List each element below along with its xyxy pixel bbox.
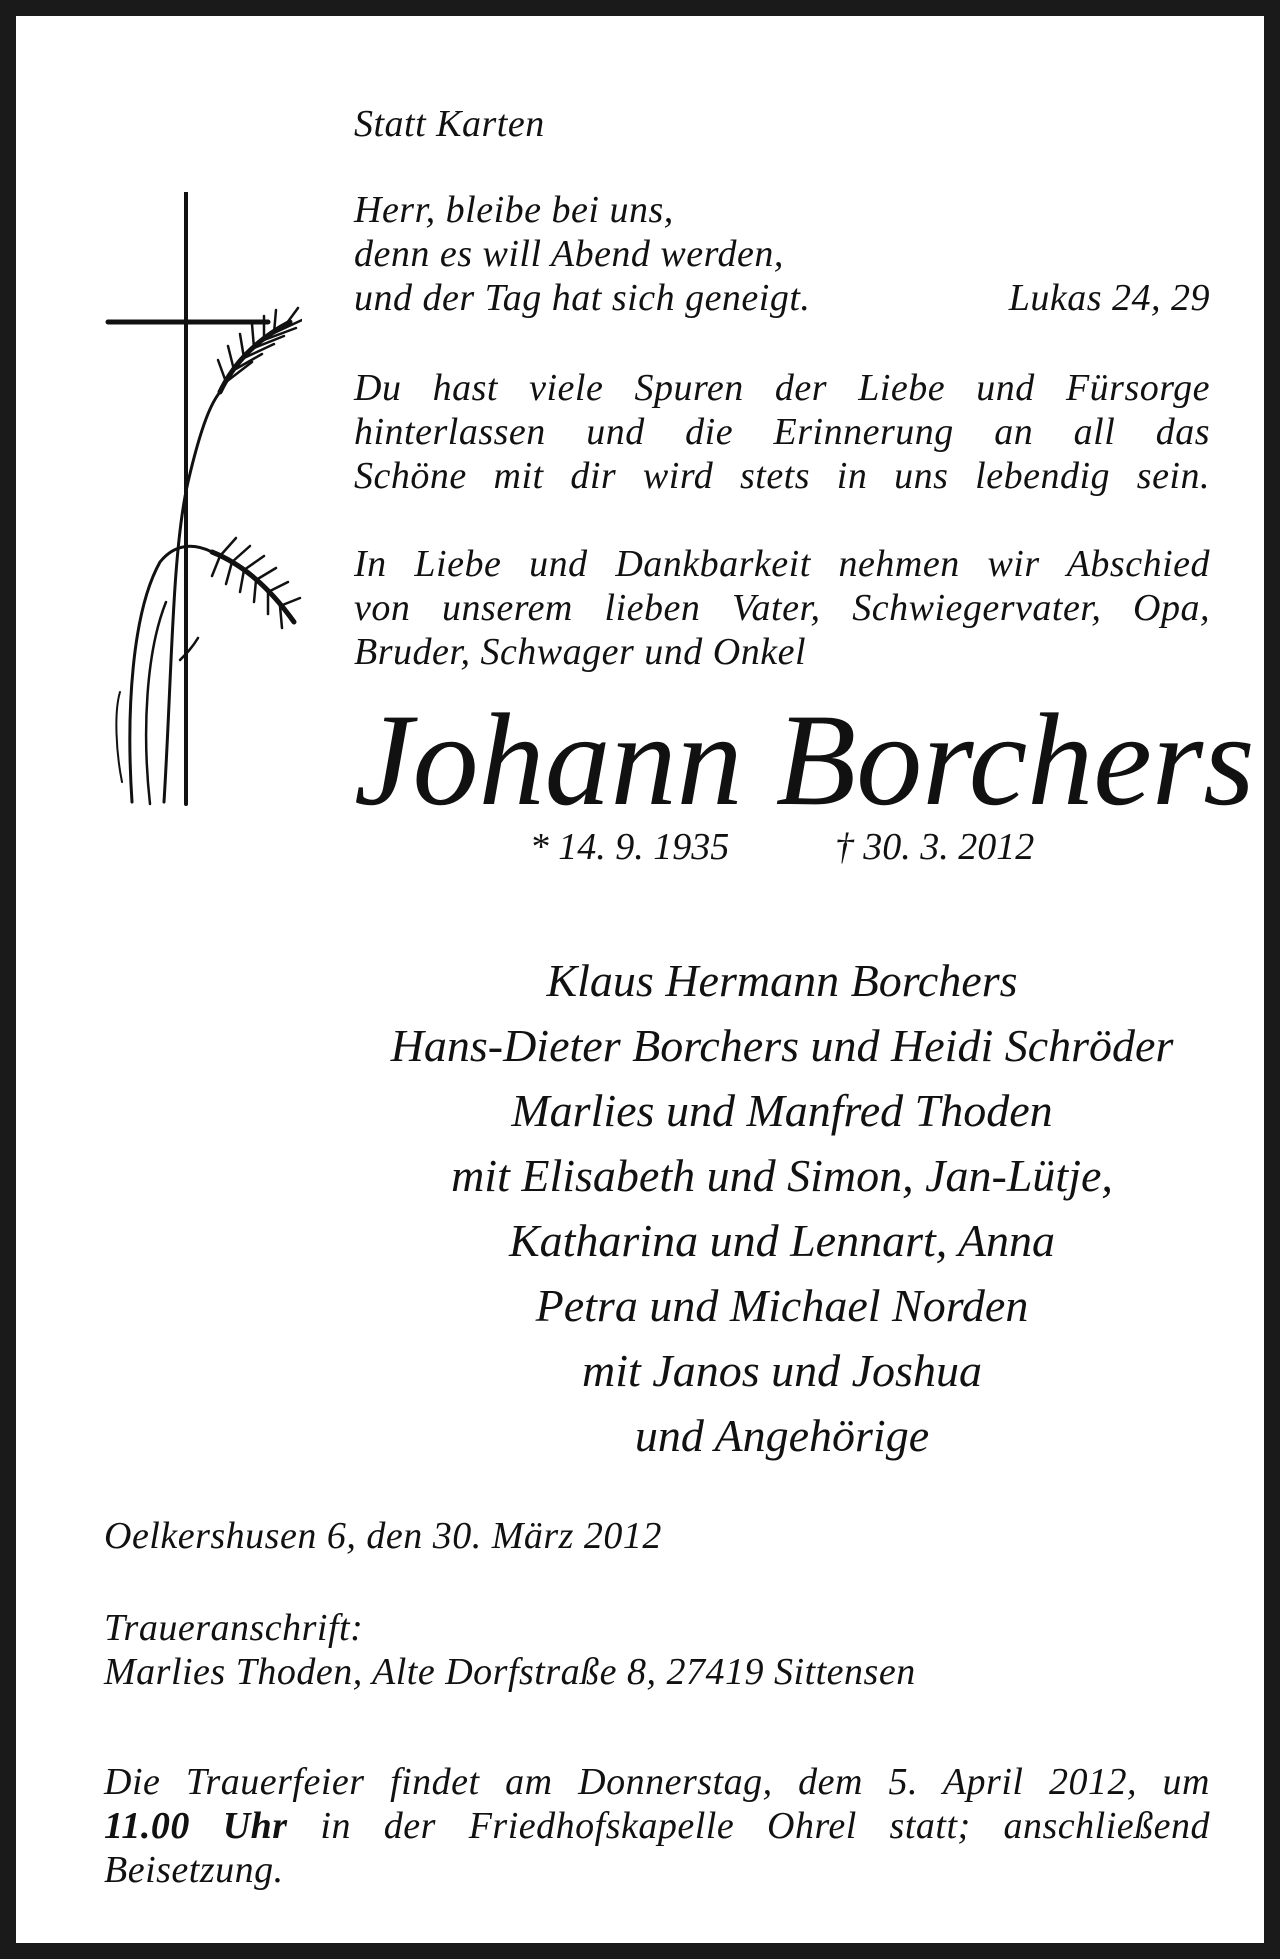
service-time: 11.00 Uhr [104, 1805, 288, 1847]
farewell-paragraph [354, 542, 1210, 674]
farewell-line: Bruder, Schwager und Onkel [354, 631, 807, 673]
place-date: Oelkershusen 6, den 30. März 2012 [104, 1515, 662, 1557]
birth-date: * 14. 9. 1935 [529, 826, 730, 868]
service-line-rest: in der Friedhofskapelle Ohrel statt; anschließend [320, 1805, 1210, 1847]
deceased-name: Johann Borchers [354, 686, 1255, 833]
family-line: Petra und Michael Norden [535, 1280, 1029, 1331]
death-date: † 30. 3. 2012 [834, 826, 1035, 868]
family-line: Hans-Dieter Borchers und Heidi Schröder [390, 1020, 1174, 1071]
verse-line: und der Tag hat sich geneigt. [354, 277, 811, 319]
cross-with-wheat-icon [102, 192, 302, 812]
family-line: Katharina und Lennart, Anna [508, 1215, 1056, 1266]
verse-line: Herr, bleibe bei uns, [354, 189, 674, 231]
header-statt-karten: Statt Karten [354, 103, 545, 145]
address-label: Traueranschrift: [104, 1607, 364, 1649]
family-line: Marlies und Manfred Thoden [511, 1085, 1053, 1136]
memory-paragraph [354, 366, 1210, 498]
family-line: und Angehörige [634, 1410, 930, 1461]
verse-line: denn es will Abend werden, [354, 233, 784, 275]
bible-verse [354, 188, 1210, 320]
life-dates [354, 822, 1210, 872]
mourning-address [104, 1606, 1210, 1694]
family-line: mit Janos und Joshua [582, 1345, 982, 1396]
service-line [104, 1804, 1210, 1848]
memory-line: Schöne mit dir wird stets in uns lebendig sein. [354, 455, 1210, 497]
farewell-line: In Liebe und Dankbarkeit nehmen wir Abschied [354, 543, 1210, 585]
family-list [354, 948, 1210, 1468]
farewell-line: von unserem lieben Vater, Schwiegervater, Opa, [354, 587, 1210, 629]
funeral-service [104, 1760, 1210, 1892]
memory-line: Du hast viele Spuren der Liebe und Fürsorge [354, 367, 1210, 409]
address-value: Marlies Thoden, Alte Dorfstraße 8, 27419 Sittensen [104, 1651, 916, 1693]
service-line: Die Trauerfeier findet am Donnerstag, dem 5. April 2012, um [104, 1761, 1210, 1803]
verse-reference: Lukas 24, 29 [1008, 277, 1210, 319]
family-line: mit Elisabeth und Simon, Jan-Lütje, [451, 1150, 1113, 1201]
memory-line: hinterlassen und die Erinnerung an all das [354, 411, 1210, 453]
service-line: Beisetzung. [104, 1849, 284, 1891]
family-line: Klaus Hermann Borchers [546, 955, 1018, 1006]
verse-line-with-reference [354, 276, 1210, 320]
